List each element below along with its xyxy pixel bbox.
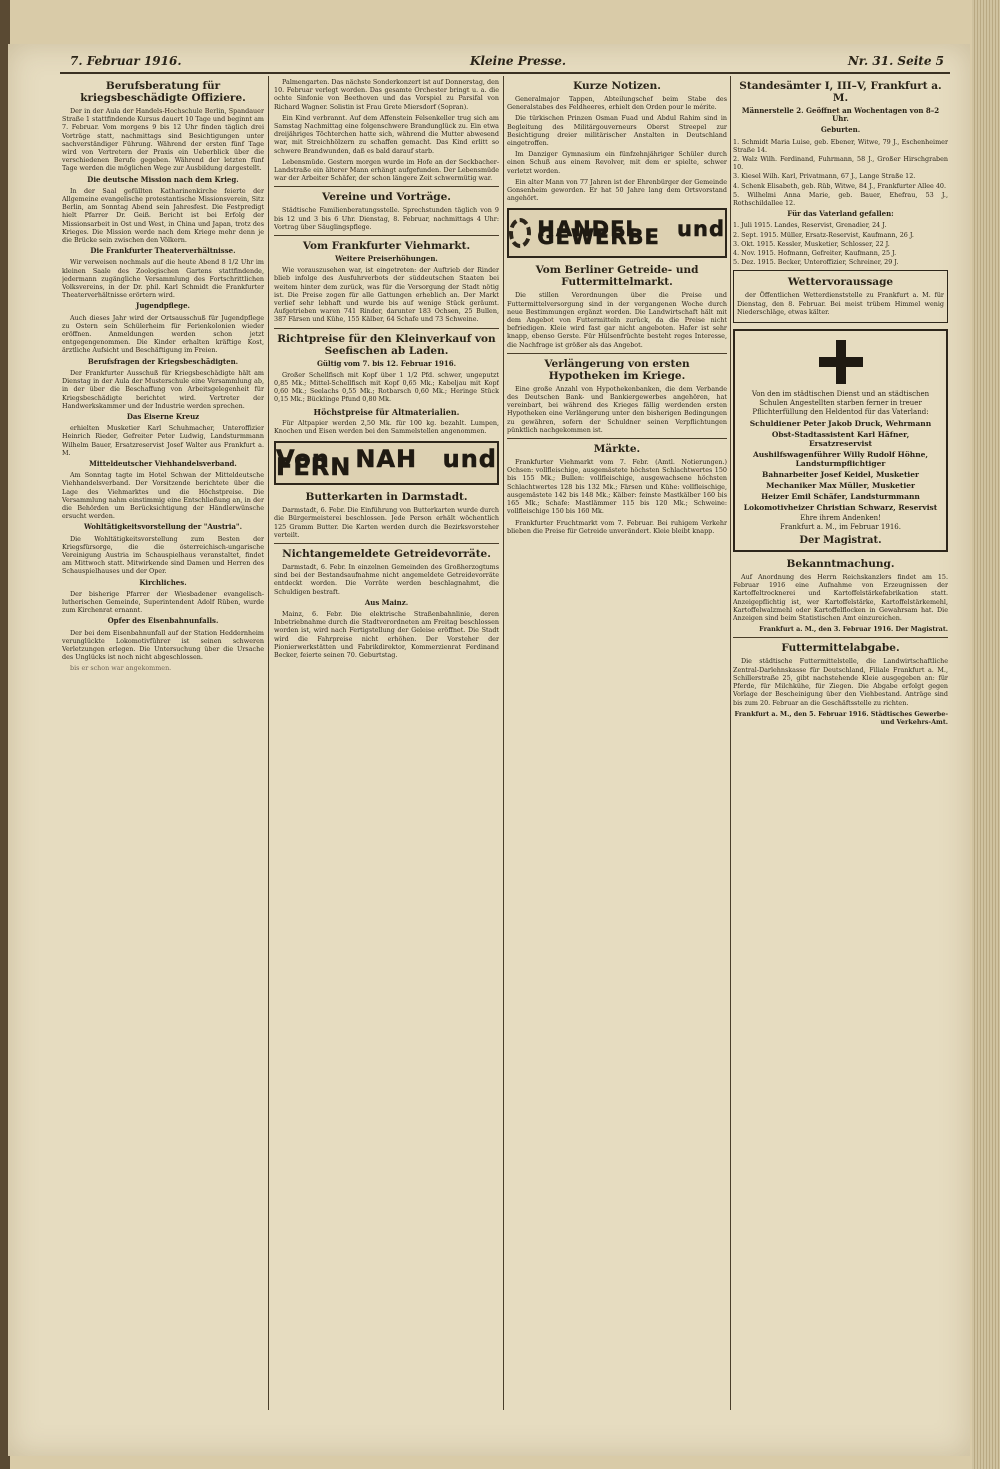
article-text: Frankfurter Viehmarkt vom 7. Febr. (Amtl. Notierungen.) Ochsen: vollfleischige, ausgemästete höchsten Schlachtwertes 150 bis 155 Mk.; Bullen: vollfleischige, ausgewachsene höchsten Schlachtwertes 128 bis 132 Mk.; Färsen und Kühe: vollfleischige, ausgemästete 142 bis 148 Mk.; Kälber: feinste Mastkälber 160 bis 165 Mk.; Schafe: Mastlämmer 115 bis 120 Mk.; Schweine: vollfleischige 150 bis 160 Mk. — [507, 458, 727, 516]
signature-line: Frankfurt a. M., den 3. Februar 1916. Der Magistrat. — [759, 625, 948, 634]
list-item: 5. Dez. 1915. Becker, Unteroffizier, Schreiner, 29 J. — [733, 258, 899, 267]
article-text: Ein alter Mann von 77 Jahren ist der Ehrenbürger der Gemeinde Gonsenheim geworden. Er hat 50 Jahre lang dem Ortsvorstand angehört. — [507, 177, 727, 203]
divider — [274, 328, 499, 329]
article-text: Wie vorauszusehen war, ist eingetreten: der Auftrieb der Rinder blieb infolge des Ausfuhrverbots der süddeutschen Staaten bei weitem hinter dem zurück, was für die Versorgung der Stadt nötig ist. Die Preise zogen für alle Gattungen erheblich an. Der Markt verlief sehr lebhaft und wurde bis auf wenige Stück geräumt. Aufgetrieben waren 741 Rinder, darunter 183 Ochsen, 25 Bullen, 387 Färsen und Kühe, 155 Kälber, 64 Schafe und 73 Schweine. — [274, 266, 499, 324]
fallen-name: Bahnarbeiter Josef Keidel, Musketier — [761, 470, 919, 480]
section-heading: Bekanntmachung. — [786, 558, 895, 571]
divider — [274, 186, 499, 187]
fallen-list — [733, 221, 948, 266]
fallen-name: Schuldiener Peter Jakob Druck, Wehrmann — [749, 419, 932, 429]
article-text: Auch dieses Jahr wird der Ortsausschuß für Jugendpflege zu Ostern sein Schülerheim für Ferienkolonien wieder eröffnen. Anmeldungen werden schon jetzt entgegengenommen. Die Kinder erhalten kräftige Kost, ärztliche Aufsicht und Beschäftigung im Freien. — [62, 313, 264, 355]
article-text: Im Danziger Gymnasium ein fünfzehnjähriger Schüler durch einen Schuß aus einem Revolver, mit dem er spielte, schwer verletzt worden. — [507, 150, 727, 175]
article-text: Der bisherige Pfarrer der Wiesbadener evangelisch-lutherischen Gemeinde, Superintendent Adolf Rüben, wurde zum Kirchenrat ernannt. — [62, 589, 264, 615]
article-text: Die Wohltätigkeitsvorstellung zum Besten der Kriegsfürsorge, die die österreichisch-ungarische Vereinigung Austria im Schauspielhaus veranstaltet, findet am Mittwoch statt. Mitwirkende sind Damen und Herren des Schauspielhauses und der Oper. — [62, 534, 264, 576]
section-banner-handel — [507, 208, 727, 258]
article-text: Der in der Aula der Handels-Hochschule Berlin, Spandauer Straße 1 stattfindende Kursus dauert 10 Tage und beginnt am 7. Februar. Vom morgens 9 bis 12 Uhr finden täglich drei Vorträge statt, nachmittags sind Besichtigungen unter sachverständiger Führung. Während der ersten fünf Tage wird von Vertretern der Praxis ein Ueberblick über die verschiedenen Berufe gegeben. Während der letzten fünf Tage werden die möglichen Wege zur Ausbildung dargestellt. — [62, 107, 264, 173]
article-text: Die städtische Futtermittelstelle, die Landwirtschaftliche Zentral-Darlehnskasse für Deutschland, Filiale Frankfurt a. M., Schillerstraße 25, gibt nachstehende Kleie ausgegeben an: für Pferde, für Milchkühe, für Ziegen. Die Abgabe erfolgt gegen Vorlage der Bescheinigung über den Viehbestand. Anträge sind bis zum 20. Februar an die Geschäftsstelle zu richten. — [733, 657, 948, 707]
section-heading: Butterkarten in Darmstadt. — [305, 491, 468, 504]
notice-lead: Von den im städtischen Dienst und an städtischen Schulen Angestellten starben ferner in treuer Pflichterfüllung den Heldentod für das Vaterland: — [751, 390, 930, 417]
section-banner-nah-fern — [274, 441, 499, 485]
article-text: Mainz, 6. Febr. Die elektrische Straßenbahnlinie, deren Inbetriebnahme durch die Stadtverordneten am Freitag beschlossen worden ist, wird nach Fertigstellung der Geleise eröffnet. Die Stadt wird die Fahrpreise nicht erhöhen. Der Vorsteher der Pionierwerkstätten und Fabrikdirektor, Kommerzienrat Ferdinand Becker, feierte seinen 70. Geburtstag. — [274, 609, 499, 659]
section-heading: Vom Frankfurter Viehmarkt. — [302, 240, 471, 253]
fallen-name: Obst-Stadtassistent Karl Häfner, Ersatzreservist — [771, 430, 910, 449]
article-subtitle: Berufsfragen der Kriegsbeschädigten. — [87, 356, 239, 366]
registry-list — [733, 138, 948, 208]
masthead — [60, 54, 950, 74]
divider — [274, 543, 499, 544]
list-label: Für das Vaterland gefallen: — [787, 209, 894, 219]
article-text: erhielten Musketier Karl Schuhmacher, Unteroffizier Heinrich Rieder, Gefreiter Peter Ludwig, Landsturmmann Wilhelm Bauer, Ersatzreservist Josef Walter aus Frankfurt a. M. — [62, 424, 264, 457]
notice-signature: Der Magistrat. — [799, 535, 882, 547]
article-text: Palmengarten. Das nächste Sonderkonzert ist auf Donnerstag, den 10. Februar verlegt worden. Das gesamte Orchester bringt u. a. die ochte Sinfonie von Beethoven und das Vorspiel zu Parsifal von Richard Wagner. Solistin ist Frau Grete Miersdorf (Sopran). — [274, 78, 499, 111]
paper-name: Kleine Presse. — [470, 54, 567, 68]
article-text: Städtische Familienberatungsstelle. Sprechstunden täglich von 9 bis 12 und 3 bis 6 Uhr. Dienstag, 8. Februar, nachmittags 4 Uhr: Vortrag über Säuglingspflege. — [274, 206, 499, 231]
list-item: 4. Nov. 1915. Hofmann, Gefreiter, Kaufmann, 25 J. — [733, 249, 897, 258]
article-subtitle: Kirchliches. — [139, 577, 187, 587]
divider — [274, 235, 499, 236]
article-text: Frankfurter Fruchtmarkt vom 7. Februar. Bei ruhigem Verkehr blieben die Preise für Getreide unverändert. Kleie bleibt knapp. — [507, 518, 727, 535]
list-item: 1. Schmidt Maria Luise, geb. Ebener, Witwe, 79 J., Eschenheimer Straße 14. — [733, 137, 948, 154]
notice-place: Frankfurt a. M., im Februar 1916. — [780, 523, 901, 532]
section-heading: Verlängerung von ersten Hypotheken im Kriege. — [544, 357, 690, 382]
article-title: Berufsberatung für kriegsbeschädigte Offiziere. — [80, 80, 246, 104]
article-text: Die türkischen Prinzen Osman Fuad und Abdul Rahim sind in Begleitung des Militärgouverneurs Oberst Streepel zur Besichtigung dreier militärischer Anstalten in Deutschland eingetroffen. — [507, 114, 727, 148]
article-text: Generalmajor Tappen, Abteilungschef beim Stabe des Generalstabes des Feldheeres, erhielt den Orden pour le mérite. — [507, 95, 727, 112]
article-text: bis er schon war angekommen. — [70, 664, 172, 673]
gear-icon — [509, 218, 531, 248]
list-label: Geburten. — [820, 125, 861, 135]
article-text: Darmstadt, 6. Febr. In einzelnen Gemeinden des Großherzogtums sind bei der Bestandsaufnahme nicht angemeldete Getreidevorräte entdeckt worden. Die Vorräte werden beschlagnahmt, die Schuldigen bestraft. — [274, 562, 499, 596]
column-rule — [730, 76, 731, 1410]
article-text: Ein Kind verbrannt. Auf dem Affenstein Felsenkeller trug sich am Samstag Nachmittag eine folgenschwere Brandunglück zu. Ein etwa dreijähriges Töchterchen hatte sich, während die Mutter abwesend war, mit Streichhölzern zu schaffen gemacht. Das Kind erlitt so schwere Brandwunden, daß es bald darauf starb. — [274, 113, 499, 155]
divider — [507, 353, 727, 354]
divider — [507, 438, 727, 439]
section-heading: Vereine und Vorträge. — [322, 191, 451, 204]
article-text: Auf Anordnung des Herrn Reichskanzlers findet am 15. Februar 1916 eine Aufnahme von Erzeugnissen der Kartoffeltrocknerei und Kartoffelstärkefabrikation statt. Anzeigepflichtig ist, wer Kartoffelstärke, Kartoffelstärkemehl, Kartoffelwalzmehl oder Kartoffelflocken in Gewahrsam hat. Die Anzeigen sind beim Statistischen Amt einzureichen. — [733, 573, 948, 623]
section-heading: Höchstpreise für Altmaterialien. — [313, 406, 460, 417]
column-2 — [274, 78, 499, 1408]
list-item: 5. Wilhelmi Anna Marie, geb. Bauer, Ehefrau, 53 J., Rothschildallee 12. — [733, 190, 948, 208]
column-4 — [733, 78, 948, 1408]
weather-box — [733, 270, 948, 323]
article-text: Lebensmüde. Gestern morgen wurde im Hofe an der Seckbacher-Landstraße ein älterer Mann erhängt aufgefunden. Der Lebensmüde war der Arbeiter Schäfer, der schon längere Zeit schwermütig war. — [274, 157, 499, 183]
notice-end: Ehre ihrem Andenken! — [800, 514, 881, 523]
article-text: Am Sonntag tagte im Hotel Schwan der Mitteldeutsche Viehhandelsverband. Der Vorsitzende berichtete über die Lage des Viehmarktes und die Höchstpreise. Die Versammlung nahm einstimmig eine Entschließung an, in der die Behörden um Berücksichtigung der Händlerwünsche ersucht werden. — [62, 471, 264, 521]
column-3 — [507, 78, 727, 1408]
column-1 — [62, 78, 264, 1408]
article-subtitle: Männerstelle 2. Geöffnet an Wochentagen von 8–2 Uhr. — [741, 106, 940, 124]
issue-date: 7. Februar 1916. — [70, 54, 182, 68]
section-heading: Futtermittelabgabe. — [781, 642, 900, 655]
banner-title: HANDEL und GEWERBE — [537, 217, 725, 250]
section-heading: Richtpreise für den Kleinverkauf von Seefischen ab Laden. — [277, 332, 496, 357]
fallen-name: Mechaniker Max Müller, Musketier — [766, 481, 915, 491]
page-edges — [972, 0, 1000, 1469]
article-text: Der Frankfurter Ausschuß für Kriegsbeschädigte hält am Dienstag in der Aula der Musterschule eine Versammlung ab, in der über die Beschaffung von Arbeitsgelegenheit für Kriegsbeschädigte berichtet wird. Vertreter der Handwerkskammer und der Industrie werden sprechen. — [62, 368, 264, 410]
article-subtitle: Mitteldeutscher Viehhandelsverband. — [89, 458, 237, 468]
fallen-name: Aushilfswagenführer Willy Rudolf Höhne, Landsturmpflichtiger — [752, 450, 929, 469]
article-text: Wir verweisen nochmals auf die heute Abend 8 1/2 Uhr im kleinen Saale des Zoologischen Gartens stattfindende, jedermann zugängliche Versammlung des Fortschrittlichen Volksvereins, in der Dr. phil. Karl Schmidt die Frankfurter Theaterverhältnisse erörtern wird. — [62, 258, 264, 300]
list-item: 2. Walz Wilh. Ferdinand, Fuhrmann, 58 J., Großer Hirschgraben 10. — [733, 155, 948, 172]
article-text: Eine große Anzahl von Hypothekenbanken, die dem Verbande des Deutschen Bank- und Bankiergewerbes angehören, hat vereinbart, bei während des Krieges fällig werdenden ersten Hypotheken eine Verlängerung unter den bisherigen Bedingungen zu gewähren, sofern der Schuldner seinen Verpflichtungen pünktlich nachgekommen ist. — [507, 384, 727, 434]
fallen-name: Lokomotivheizer Christian Schwarz, Reservist — [743, 503, 938, 513]
signature-line: Frankfurt a. M., den 5. Februar 1916. Städtisches Gewerbe- und Verkehrs-Amt. — [734, 709, 948, 726]
article-text: Die stillen Verordnungen über die Preise und Futtermittelversorgung sind in der vergangenen Woche durch neue Bestimmungen ergänzt worden. Die Landwirtschaft hält mit dem Angebot von Futtermitteln zurück, da die Preise nicht befriedigen. Kleie wird fast gar nicht angeboten. Hafer ist sehr knapp, ebenso Gerste. Für Hülsenfrüchte besteht reges Interesse, die Nachfrage ist größer als das Angebot. — [507, 291, 727, 349]
death-notice — [733, 329, 948, 552]
list-item: 3. Kiesel Wilh. Karl, Privatmann, 67 J., Lange Straße 12. — [733, 172, 916, 181]
article-text: Darmstadt, 6. Febr. Die Einführung von Butterkarten wurde durch die Bürgermeisterei beschlossen. Jede Person erhält wöchentlich 125 Gramm Butter. Die Karten werden durch die Bezirksvorsteher verteilt. — [274, 506, 499, 539]
list-item: 3. Okt. 1915. Kessler, Musketier, Schlosser, 22 J. — [733, 239, 890, 248]
article-text: Der bei dem Eisenbahnunfall auf der Station Heddernheim verunglückte Lokomotivführer ist seinen schweren Verletzungen erlegen. Die Untersuchung über die Ursache des Unglücks ist noch nicht abgeschlossen. — [62, 628, 264, 662]
article-text: Für Altpapier werden 2,50 Mk. für 100 kg. bezahlt. Lumpen, Knochen und Eisen werden bei den Sammelstellen angenommen. — [274, 418, 499, 435]
iron-cross-icon — [819, 340, 863, 384]
article-subtitle: Aus Mainz. — [364, 597, 409, 607]
section-heading: Märkte. — [593, 443, 641, 456]
article-subtitle: Die deutsche Mission nach dem Krieg. — [87, 174, 239, 184]
article-text: Großer Schellfisch mit Kopf über 1 1/2 Pfd. schwer, ungeputzt 0,85 Mk.; Mittel-Schellfisch mit Kopf 0,65 Mk.; Kabeljau mit Kopf 0,60 Mk.; Seelachs 0,55 Mk.; Rotbarsch 0,60 Mk.; Heringe Stück 0,15 Mk.; Bücklinge Pfund 0,80 Mk. — [274, 370, 499, 404]
page-number: Nr. 31. Seite 5 — [847, 54, 944, 68]
section-heading: Wettervoraussage — [787, 276, 894, 289]
article-subtitle: Das Eiserne Kreuz — [126, 411, 200, 421]
article-text: In der Saal gefüllten Katharinenkirche feierte der Allgemeine evangelische protestantische Missionsverein, Sitz Berlin, am Sonntag Abend sein Jahresfest. Die Festpredigt hielt Pfarrer Dr. Geiß. Bericht ist bei Erfolg der Missionsarbeit in Ost und West, in China und Japan, trotz des Krieges. Die Mission werde nach dem Kriege mehr denn je die Brücke sein zwischen den Völkern. — [62, 186, 264, 245]
section-heading: Nichtangemeldete Getreidevorräte. — [282, 547, 491, 560]
column-rule — [503, 76, 504, 1410]
divider — [733, 637, 948, 638]
article-subtitle: Opfer des Eisenbahnunfalls. — [107, 616, 219, 626]
list-item: 2. Sept. 1915. Müller, Ersatz-Reservist, Kaufmann, 26 J. — [733, 230, 914, 239]
banner-title: Von NAH und FERN — [276, 444, 497, 482]
section-heading: Vom Berliner Getreide- und Futtermittelmarkt. — [535, 264, 699, 289]
article-subtitle: Gültig vom 7. bis 12. Februar 1916. — [316, 358, 457, 368]
section-heading: Kurze Notizen. — [573, 80, 661, 92]
list-item: 1. Juli 1915. Landes, Reservist, Grenadier, 24 J. — [733, 221, 887, 230]
article-subtitle: Die Frankfurter Theaterverhältnisse. — [90, 246, 236, 256]
article-text: der Öffentlichen Wetterdienststelle zu Frankfurt a. M. für Dienstag, den 8. Februar. Bei meist trübem Himmel wenig Niederschläge, etwas kälter. — [737, 291, 944, 316]
article-subtitle: Weitere Preiserhöhungen. — [335, 254, 438, 264]
article-subtitle: Wohltätigkeitsvorstellung der "Austria". — [83, 522, 243, 532]
fallen-name: Heizer Emil Schäfer, Landsturmmann — [761, 492, 920, 502]
list-item: 4. Schenk Elisabeth, geb. Rüb, Witwe, 84 J., Frankfurter Allee 40. — [733, 181, 946, 190]
section-heading: Standesämter I, III–V, Frankfurt a. M. — [739, 80, 942, 104]
article-subtitle: Jugendpflege. — [136, 301, 190, 311]
column-rule — [268, 76, 269, 1410]
